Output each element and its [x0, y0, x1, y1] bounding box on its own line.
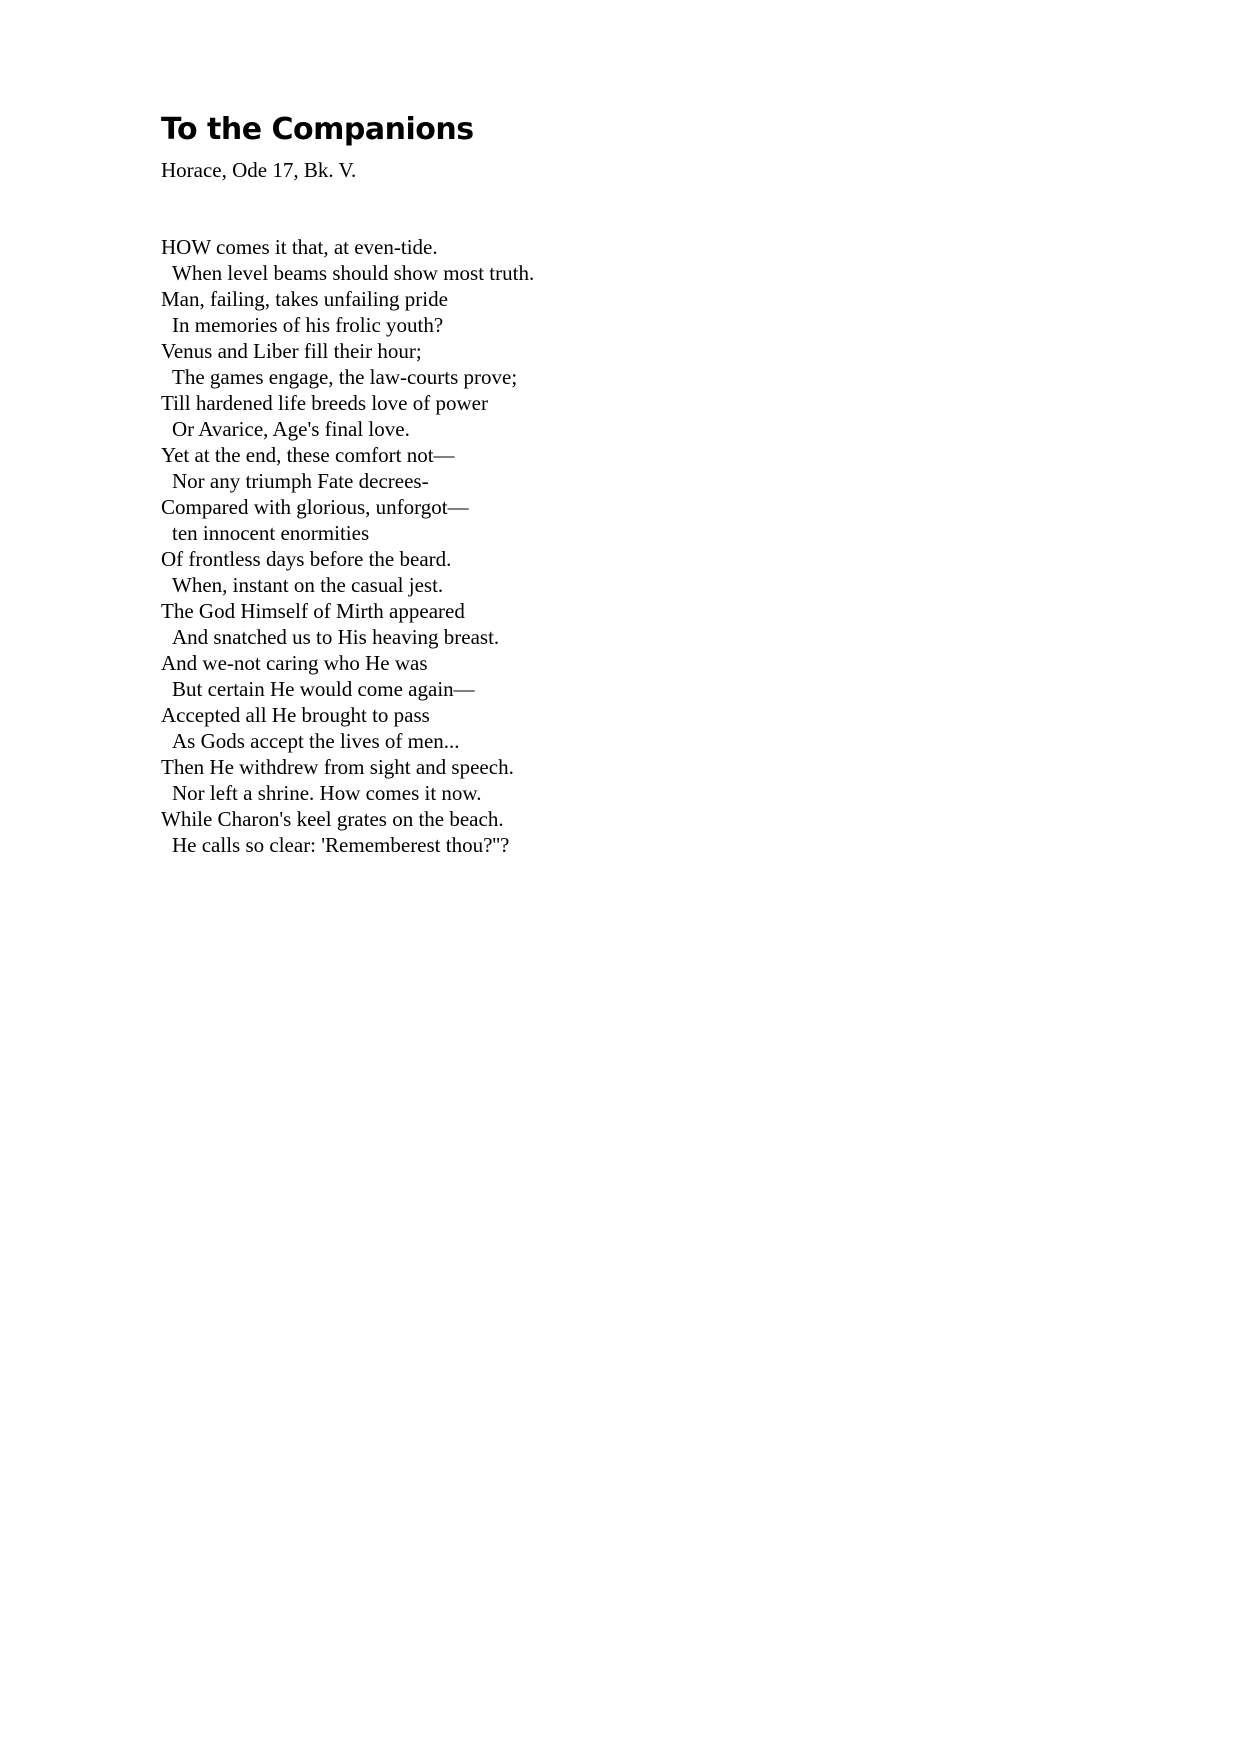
poem-line: Then He withdrew from sight and speech.	[161, 755, 514, 779]
poem-line: Accepted all He brought to pass	[161, 703, 430, 727]
poem-line: Venus and Liber fill their hour;	[161, 339, 422, 363]
poem-line: Man, failing, takes unfailing pride	[161, 287, 448, 311]
poem-line: And we-not caring who He was	[161, 651, 428, 675]
poem-line: As Gods accept the lives of men...	[172, 729, 460, 753]
poem-line: Compared with glorious, unforgot—	[161, 495, 469, 519]
poem-line: Or Avarice, Age's final love.	[172, 417, 410, 441]
poem-line: ten innocent enormities	[172, 521, 370, 545]
poem-line: But certain He would come again—	[172, 677, 475, 701]
poem-title: To the Companions	[161, 112, 474, 147]
poem-line: When, instant on the casual jest.	[172, 573, 444, 597]
poem-line: Yet at the end, these comfort not—	[161, 443, 455, 467]
poem-line: The God Himself of Mirth appeared	[161, 599, 465, 623]
poem-line: While Charon's keel grates on the beach.	[161, 807, 504, 831]
poem-line: He calls so clear: 'Rememberest thou?''?	[172, 833, 510, 857]
poem-line: Nor left a shrine. How comes it now.	[172, 781, 482, 805]
poem-line: Of frontless days before the beard.	[161, 547, 452, 571]
poem-subtitle: Horace, Ode 17, Bk. V.	[161, 158, 357, 182]
poem-line: And snatched us to His heaving breast.	[172, 625, 500, 649]
poem-line: The games engage, the law-courts prove;	[172, 365, 518, 389]
poem-line: When level beams should show most truth.	[172, 261, 535, 285]
poem-line: HOW comes it that, at even-tide.	[161, 235, 438, 259]
poem-body	[161, 234, 534, 858]
poem-line: Nor any triumph Fate decrees-	[172, 469, 429, 493]
poem-line: Till hardened life breeds love of power	[161, 391, 488, 415]
poem-line: In memories of his frolic youth?	[172, 313, 444, 337]
